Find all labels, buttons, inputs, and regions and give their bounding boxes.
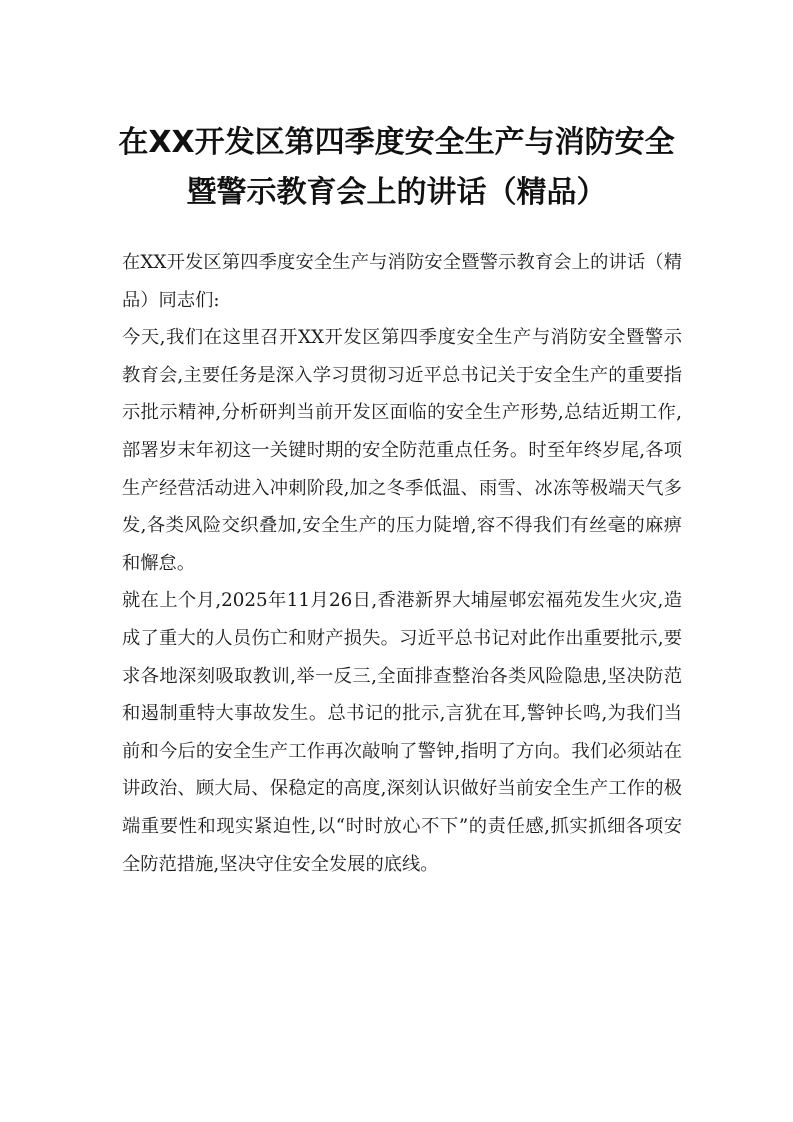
paragraph-fire-incident: 就在上个月,2025年11月26日,香港新界大埔屋邨宏福苑发生火灾,造成了重大的人员伤亡和财产损失。习近平总书记对此作出重要批示,要求各地深刻吸取教训,举一反三,全面排查整治各类风险隐患,坚决防范和遏制重特大事故发生。总书记的批示,言犹在耳,警钟长鸣,为我们当前和今后的安全生产工作再次敲响了警钟,指明了方向。我们必须站在讲政治、顾大局、保稳定的高度,深刻认识做好当前安全生产工作的极端重要性和现实紧迫性,以“时时放心不下”的责任感,抓实抓细各项安全防范措施,坚决守住安全发展的底线。 [122, 590, 682, 875]
document-body [122, 244, 682, 883]
paragraph-salutation: 在XX开发区第四季度安全生产与消防安全暨警示教育会上的讲话（精品）同志们: [122, 252, 682, 311]
paragraph-opening: 今天,我们在这里召开XX开发区第四季度安全生产与消防安全暨警示教育会,主要任务是深入学习贯彻习近平总书记关于安全生产的重要指示批示精神,分析研判当前开发区面临的安全生产形势,总结近期工作,部署岁末年初这一关键时期的安全防范重点任务。时至年终岁尾,各项生产经营活动进入冲刺阶段,加之冬季低温、雨雪、冰冻等极端天气多发,各类风险交织叠加,安全生产的压力陡增,容不得我们有丝毫的麻痹和懈怠。 [122, 327, 682, 574]
title-line-2: 暨警示教育会上的讲话（精品） [186, 175, 607, 210]
document-title [100, 118, 693, 218]
title-line-1: 在XX开发区第四季度安全生产与消防安全 [118, 125, 675, 160]
